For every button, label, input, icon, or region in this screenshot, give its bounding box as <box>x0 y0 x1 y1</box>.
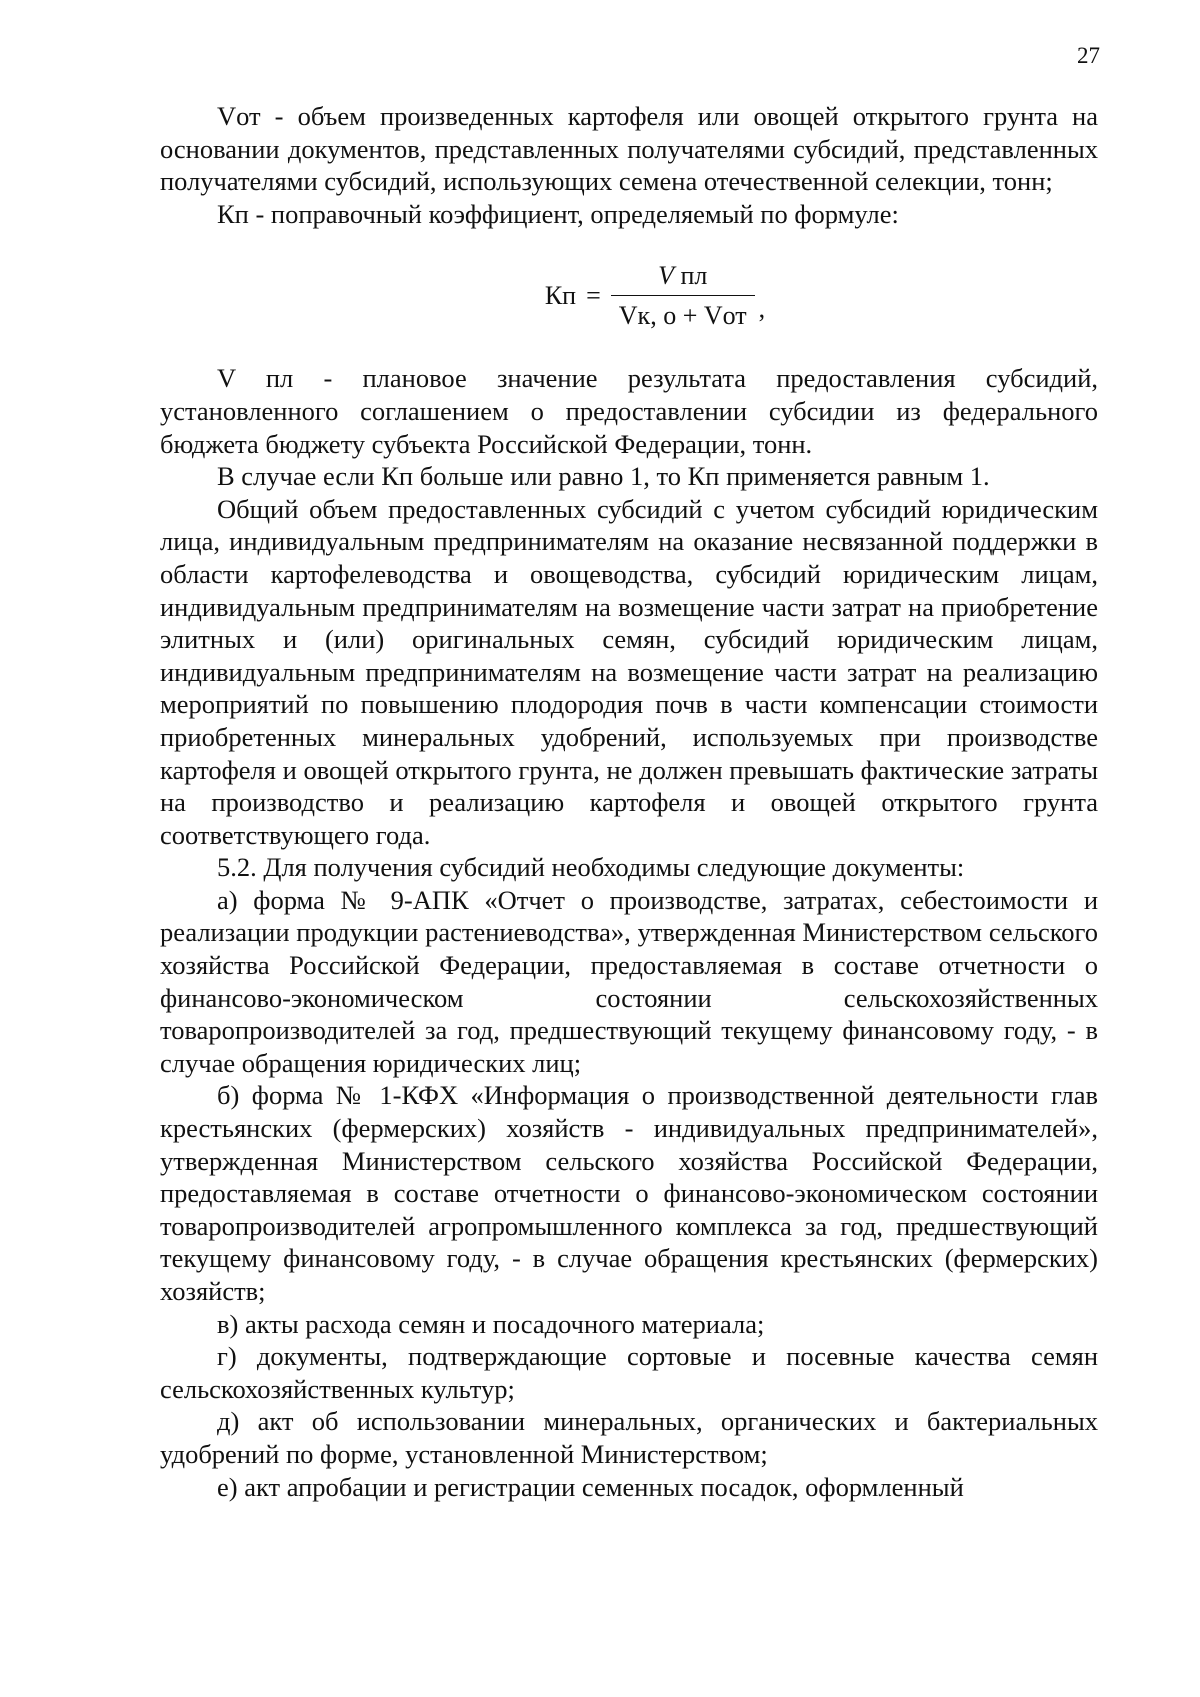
page-number: 27 <box>1077 43 1100 68</box>
formula-numerator-variable: V <box>658 261 674 291</box>
kp-formula <box>160 230 1098 362</box>
paragraph-kp-definition: Кп - поправочный коэффициент, определяемый по формуле: <box>217 198 899 229</box>
document-body <box>160 100 1098 1503</box>
list-item-a: а) форма № 9-АПК «Отчет о производстве, затратах, себестоимости и реализации продукции растениеводства», утвержденная Министерством сельского хозяйства Российской Федерации, предоставляемая в составе отчетности о финансово-экономическом состоянии сельскохозяйственных товаропроизводителей за год, предшествующий текущему финансовому году, - в случае обращения юридических лиц; <box>160 884 1098 1078</box>
paragraph-5-2-heading: 5.2. Для получения субсидий необходимы следующие документы: <box>217 852 965 883</box>
formula-denominator: Vк, о + Vот <box>618 301 747 331</box>
list-item-b: б) форма № 1-КФХ «Информация о производственной деятельности глав крестьянских (фермерских) хозяйств - индивидуальных предпринимателей», утвержденная Министерством сельского хозяйства Российской Федерации, предоставляемая в составе отчетности о финансово-экономическом состоянии товаропроизводителей агропромышленного комплекса за год, предшествующий текущему финансовому году, - в случае обращения крестьянских (фермерских) хозяйств; <box>160 1080 1098 1306</box>
paragraph-total-volume: Общий объем предоставленных субсидий с учетом субсидий юридическим лица, индивидуальным предпринимателям на оказание несвязанной поддержки в области картофелеводства и овощеводства, субсидий юридическим лицам, индивидуальным предпринимателям на возмещение части затрат на приобретение элитных и (или) оригинальных семян, субсидий юридическим лицам, индивидуальным предпринимателям на возмещение части затрат на реализацию мероприятий по повышению плодородия почв в части компенсации стоимости приобретенных минеральных удобрений, используемых при производстве картофеля и овощей открытого грунта, не должен превышать фактические затраты на производство и реализацию картофеля и овощей открытого грунта соответствующего года. <box>160 493 1098 850</box>
list-item-d: д) акт об использовании минеральных, органических и бактериальных удобрений по форме, установленной Министерством; <box>160 1406 1098 1469</box>
list-item-v: в) акты расхода семян и посадочного материала; <box>217 1308 765 1339</box>
formula-lhs: Кп <box>544 281 577 311</box>
list-item-g: г) документы, подтверждающие сортовые и посевные качества семян сельскохозяйственных культур; <box>160 1341 1098 1404</box>
formula-trailing-comma: , <box>758 294 766 324</box>
paragraph-vot-definition: Vот - объем произведенных картофеля или овощей открытого грунта на основании документов, представленных получателями субсидий, представленных получателями субсидий, использующих семена отечественной селекции, тонн; <box>160 101 1098 197</box>
paragraph-vpl-definition: V пл - плановое значение результата предоставления субсидий, установленного соглашением о предоставлении субсидии из федерального бюджета бюджету субъекта Российской Федерации, тонн. <box>160 363 1098 459</box>
formula-numerator-subscript: пл <box>673 261 708 291</box>
formula-fraction <box>611 260 755 333</box>
list-item-e: е) акт апробации и регистрации семенных посадок, оформленный <box>217 1471 964 1502</box>
formula-equals: = <box>586 281 601 311</box>
formula-numerator <box>650 260 715 295</box>
paragraph-kp-rule: В случае если Кп больше или равно 1, то Кп применяется равным 1. <box>217 461 990 492</box>
